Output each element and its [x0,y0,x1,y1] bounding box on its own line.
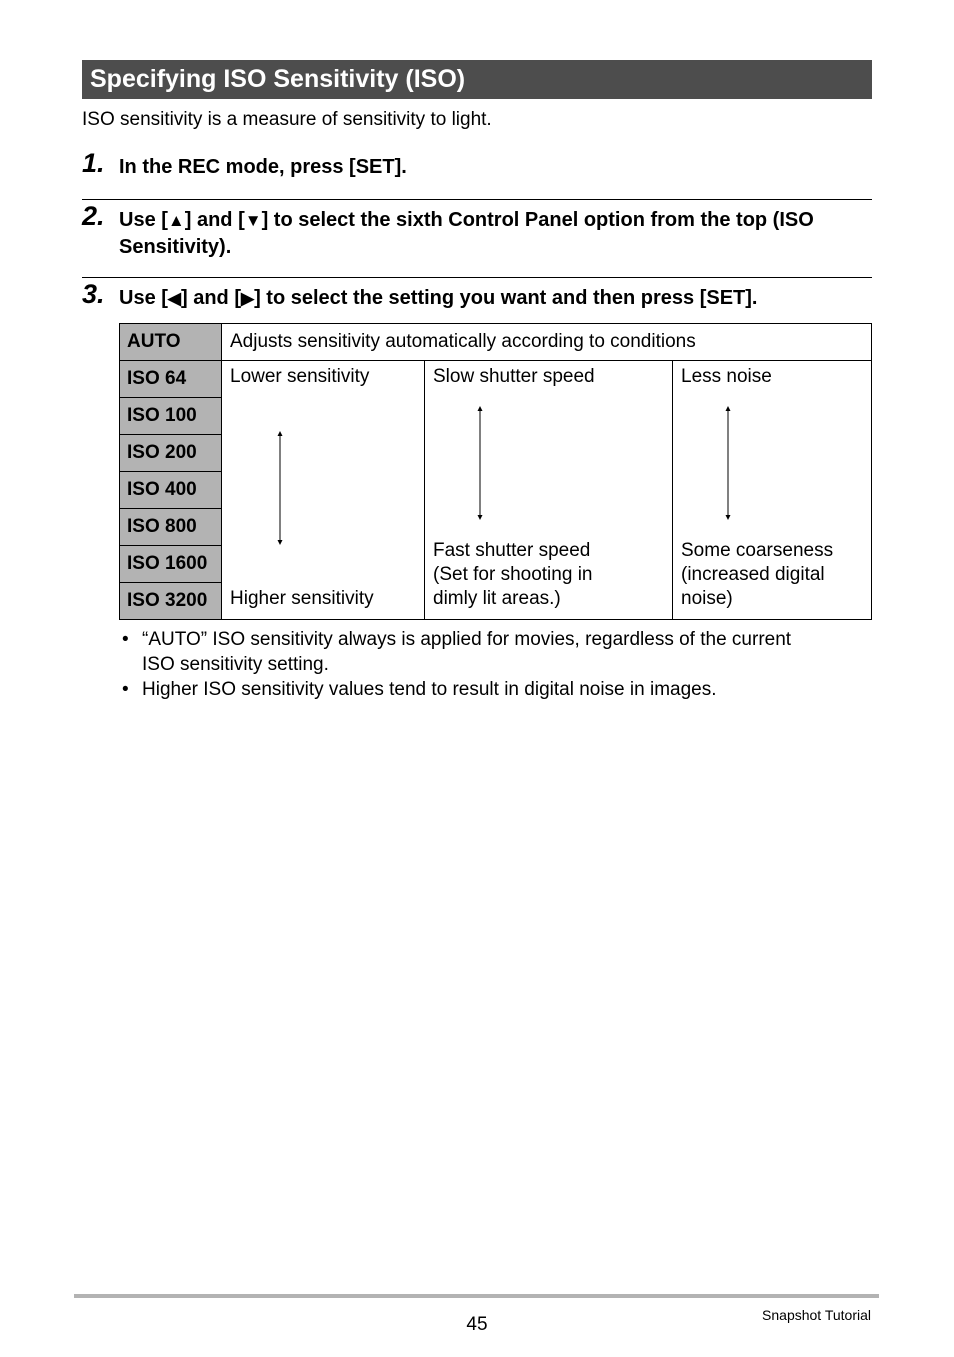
table-row [120,361,872,398]
iso-label: AUTO [120,324,222,361]
down-triangle-icon: ▼ [244,211,262,230]
step-number: 2. [82,201,105,231]
auto-description: Adjusts sensitivity automatically according to conditions [222,324,872,361]
double-arrow-icon [723,406,733,520]
divider [82,277,872,278]
iso-label: ISO 64 [120,361,222,398]
list-item: • “AUTO” ISO sensitivity always is applied for movies, regardless of the current ISO sensitivity setting. [122,629,792,675]
bullet-icon: • [122,629,129,650]
left-triangle-icon: ◀ [167,289,181,308]
iso-table [119,323,872,620]
iso-label: ISO 800 [120,509,222,546]
bullet-icon: • [122,679,129,700]
table-row [120,324,872,361]
noise-bottom: Some coarseness (increased digital noise) [681,540,834,609]
page-number: 45 [466,1314,488,1335]
iso-label: ISO 400 [120,472,222,509]
step-text: Use [▲] and [▼] to select the sixth Control Panel option from the top (ISO Sensitivity). [119,209,814,258]
iso-label: ISO 1600 [120,546,222,583]
sensitivity-top: Lower sensitivity [230,366,370,387]
up-triangle-icon: ▲ [167,211,185,230]
divider [82,199,872,200]
double-arrow-icon [475,406,485,520]
shutter-column [425,361,673,620]
iso-label: ISO 3200 [120,583,222,620]
sensitivity-bottom: Higher sensitivity [230,588,374,609]
intro-text: ISO sensitivity is a measure of sensitivity to light. [82,109,492,130]
noise-top: Less noise [681,366,772,387]
iso-label: ISO 200 [120,435,222,472]
right-triangle-icon: ▶ [240,289,255,308]
footer-divider [74,1294,879,1298]
shutter-bottom: Fast shutter speed (Set for shooting in dimly lit areas.) [433,540,593,609]
step-number: 3. [82,279,105,309]
list-item: • Higher ISO sensitivity values tend to result in digital noise in images. [122,679,717,700]
notes-list [120,627,872,702]
step-text: Use [◀] and [▶] to select the setting you want and then press [SET]. [119,287,758,309]
iso-label: ISO 100 [120,398,222,435]
sensitivity-column [222,361,425,620]
noise-column [673,361,872,620]
step-text: In the REC mode, press [SET]. [119,156,407,178]
double-arrow-icon [275,431,285,545]
section-title: Specifying ISO Sensitivity (ISO) [82,60,872,99]
step-number: 1. [82,148,105,178]
shutter-top: Slow shutter speed [433,366,595,387]
section-label: Snapshot Tutorial [762,1307,871,1323]
